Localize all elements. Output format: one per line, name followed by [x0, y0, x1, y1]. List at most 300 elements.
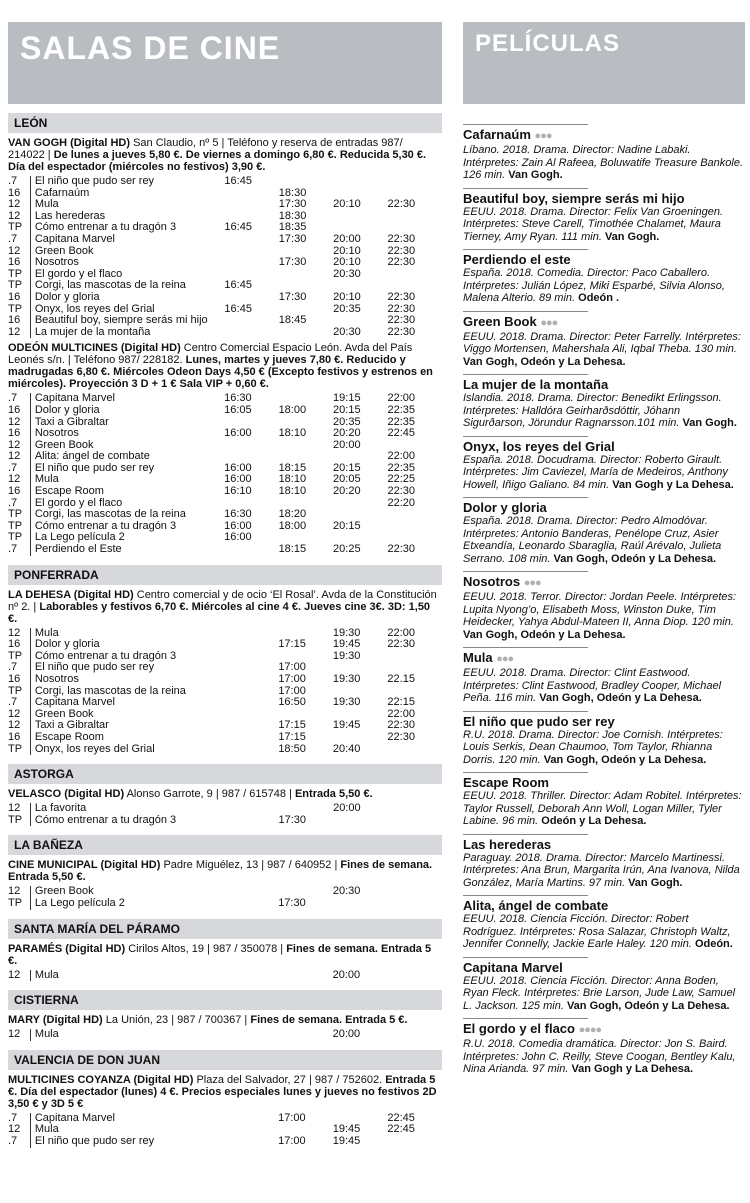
showtime: 22:00 [387, 450, 416, 463]
showtime: 22:30 [387, 325, 416, 338]
film-title: Las herederas [30, 211, 224, 223]
showtime: 16:00 [224, 461, 252, 474]
age-rating: TP [8, 267, 23, 280]
film-title: Nosotros [30, 428, 224, 440]
cinema-info [8, 943, 442, 967]
showtime: 18:15 [278, 461, 307, 474]
film-title: Beautiful boy, siempre serás mi hijo [30, 315, 224, 327]
film-title: Corgi, las mascotas de la reina [30, 280, 224, 292]
cinema-prices: De lunes a jueves 5,80 €. De viernes a domingo 6,80 €. Reducida 5,30 €. Día del espectador (miércoles no festivos) 3,90 €. [8, 149, 427, 173]
movie-cinemas: Odeón . [578, 292, 620, 304]
age-rating: .7 [8, 696, 18, 709]
showtime [224, 686, 278, 698]
film-title: Green Book [30, 886, 223, 898]
cinema-info [8, 137, 442, 173]
cinema-prices: Lunes, martes y jueves 7,80 €. Reducido y madrugadas 6,80 €. Miércoles Odeon Days 4,50 € (Excepto festivos y estrenos en miércoles). Proyección 3 D + 1 € Sala VIP + 0,60 €. [8, 354, 433, 391]
age-rating: 12 [8, 626, 21, 639]
showtime [224, 544, 278, 556]
showtime: 22:20 [387, 496, 416, 509]
cinema-address: San Claudio, nº 5 | Teléfono y reserva de entradas 987/ 214022 | [8, 137, 403, 161]
separator [463, 647, 588, 648]
movie-title: Dolor y gloria [463, 500, 547, 515]
film-title: La Lego película 2 [30, 898, 223, 910]
movie-title-line [463, 500, 745, 515]
age-rating: TP [8, 649, 23, 662]
separator [463, 772, 588, 773]
cinema-info [8, 342, 442, 390]
age-rating: 12 [8, 198, 21, 211]
showtime: 20:40 [332, 742, 361, 755]
showtime [388, 803, 442, 815]
movie-title: Capitana Marvel [463, 959, 563, 975]
age-rating: TP [8, 279, 23, 292]
age-rating: 16 [8, 638, 21, 651]
showtime [224, 327, 278, 339]
showtime [279, 440, 333, 452]
city-heading: ASTORGA [8, 763, 442, 784]
showtime [224, 628, 278, 640]
movie-entry [463, 439, 745, 495]
city-heading: PONFERRADA [8, 564, 442, 585]
film-title: Cómo entrenar a tu dragón 3 [30, 521, 224, 533]
cinema-info [8, 1074, 442, 1110]
movie-entry [463, 775, 745, 831]
showtime: 22:00 [387, 707, 415, 720]
showtime: 20:10 [333, 244, 361, 257]
movie-cinemas: Van Gogh, Odeón y La Dehesa. [463, 355, 626, 368]
showtime: 18:45 [278, 314, 307, 327]
showtime: 17:15 [278, 730, 306, 743]
showtime: 20:10 [333, 256, 361, 269]
movie-entry [463, 314, 745, 372]
age-rating: .7 [8, 461, 18, 474]
showtime: 22:30 [387, 290, 416, 303]
rating-dots: ●●● [534, 130, 552, 142]
peliculas-header: PELÍCULAS [463, 22, 745, 104]
movie-title: Beautiful boy, siempre serás mi hijo [463, 190, 685, 206]
showtime-row [8, 1113, 442, 1125]
age-rating: .7 [8, 232, 18, 245]
showtime-row [8, 188, 442, 200]
showtime [224, 234, 278, 246]
movie-title-line [463, 377, 745, 392]
showtime-row [8, 544, 442, 556]
showtime [388, 211, 442, 223]
film-title: Capitana Marvel [30, 393, 224, 405]
film-title: El niño que pudo ser rey [30, 1136, 224, 1148]
movie-cinemas: Van Gogh, Odeón y La Dehesa. [566, 999, 730, 1012]
city-heading: LEÓN [8, 112, 442, 133]
film-title: Capitana Marvel [30, 234, 224, 246]
movie-description [463, 144, 745, 182]
showtime: 22:45 [387, 1123, 415, 1136]
showtime: 19:45 [332, 1123, 361, 1136]
showtime [224, 199, 278, 211]
movie-details: Líbano. 2018. Drama. Director: Nadine Labaki. Intérpretes: Zain Al Rafeea, Boluwatife Treasure Bankole. 126 min. [463, 144, 744, 181]
showtime [388, 815, 442, 827]
cinema-address: Plaza del Salvador, 27 | 987 / 752602. [196, 1073, 383, 1086]
film-title: Mula [30, 1124, 224, 1136]
film-title: Mula [30, 628, 224, 640]
showtime: 20:15 [333, 519, 361, 532]
cinema-prices: Fines de semana. Entrada 5,50 €. [8, 859, 433, 884]
showtime [224, 440, 278, 452]
showtime: 17:00 [278, 661, 306, 674]
film-title: Corgi, las mascotas de la reina [30, 509, 224, 521]
showtime: 22:30 [387, 485, 416, 498]
rating-dots: ●●●● [578, 1024, 602, 1036]
movie-description [463, 331, 745, 369]
showtime [388, 269, 442, 281]
showtime [224, 246, 278, 258]
film-title: Corgi, las mascotas de la reina [30, 686, 224, 698]
film-title: Cómo entrenar a tu dragón 3 [30, 651, 224, 663]
film-title: Green Book [30, 246, 224, 258]
age-rating: 16 [8, 673, 21, 685]
movie-details: EEUU. 2018. Drama. Director: Peter Farrelly. Intérpretes: Viggo Mortensen, Mahershala Ali, Iqbal Theba. 130 min. [463, 330, 741, 355]
movie-entry [463, 191, 745, 247]
movie-description [463, 206, 745, 244]
movie-cinemas: Van Gogh, Odeón y La Dehesa. [553, 552, 717, 565]
showtime [224, 1113, 278, 1125]
film-title: Cómo entrenar a tu dragón 3 [30, 222, 224, 234]
age-rating: .7 [8, 1111, 18, 1124]
movie-cinemas: Van Gogh. [604, 230, 660, 243]
movie-title: Perdiendo el este [463, 252, 571, 267]
showtime: 16:00 [224, 427, 252, 440]
age-rating: 16 [8, 403, 21, 416]
movie-description [463, 852, 745, 890]
movie-title-line [463, 439, 745, 454]
showtime [333, 211, 387, 223]
age-rating: 16 [8, 730, 21, 743]
showtime [387, 651, 442, 663]
film-title: Cafarnaúm [30, 188, 224, 200]
separator [463, 436, 588, 437]
showtime [224, 1136, 278, 1148]
cinema-name: ODEÓN MULTICINES (Digital HD) [8, 342, 181, 355]
showtime: 16:50 [278, 696, 306, 709]
movie-entry [463, 500, 745, 568]
age-rating: TP [8, 531, 23, 544]
showtimes-table [8, 970, 442, 982]
showtime: 20:00 [333, 232, 361, 245]
age-rating: TP [8, 519, 23, 532]
showtime: 20:35 [333, 415, 361, 428]
showtime-row [8, 803, 442, 815]
showtime: 18:10 [278, 427, 307, 440]
showtime: 18:30 [278, 209, 307, 222]
showtime [224, 803, 278, 815]
separator [463, 571, 588, 572]
movie-title-line [463, 1021, 745, 1038]
showtime: 22:35 [387, 403, 416, 416]
showtime: 16:10 [224, 485, 252, 498]
movie-description [463, 790, 745, 828]
showtime-row [8, 970, 442, 982]
showtime: 17:30 [278, 232, 307, 245]
movie-cinemas: Van Gogh, Odeón y La Dehesa. [543, 753, 707, 766]
movie-entry [463, 960, 745, 1016]
separator [463, 311, 588, 312]
film-title: Escape Room [30, 486, 224, 498]
movie-title-line [463, 898, 745, 913]
showtime: 20:15 [333, 403, 361, 416]
showtime: 16:30 [224, 392, 252, 405]
film-title: Taxi a Gibraltar [30, 720, 224, 732]
age-rating: TP [8, 221, 23, 234]
age-rating: TP [8, 742, 23, 755]
movie-entry [463, 898, 745, 954]
showtime-row [8, 405, 442, 417]
film-title: La Lego película 2 [30, 532, 224, 544]
movie-cinemas: Van Gogh. [682, 417, 737, 429]
film-title: Mula [30, 970, 223, 982]
showtime-row [8, 674, 442, 686]
showtime [224, 1124, 278, 1136]
cinema-name: MULTICINES COYANZA (Digital HD) [8, 1073, 194, 1086]
showtimes-table [8, 803, 442, 826]
age-rating: 12 [8, 802, 21, 815]
showtime: 19:30 [332, 696, 361, 709]
movie-title: Green Book [463, 313, 537, 329]
showtime: 22:45 [387, 1111, 415, 1124]
showtimes-table [8, 886, 442, 909]
age-rating: 12 [8, 885, 21, 898]
showtime: 18:00 [278, 403, 307, 416]
showtime: 22:30 [387, 244, 416, 257]
showtime: 18:15 [278, 543, 307, 556]
showtimes-table [8, 1029, 442, 1041]
showtime-row [8, 486, 442, 498]
showtime: 22.15 [387, 673, 415, 685]
showtime [224, 970, 279, 982]
movie-description [463, 392, 745, 430]
movie-title: Alita, ángel de combate [463, 898, 609, 913]
showtime [333, 815, 388, 827]
showtime: 17:30 [278, 813, 306, 826]
age-rating: .7 [8, 661, 18, 674]
cinema-address: Cirilos Altos, 19 | 987 / 350078 | [128, 942, 284, 955]
showtime: 22:45 [387, 427, 416, 440]
cinema-prices: Fines de semana. Entrada 5 €. [8, 942, 432, 967]
film-title: Dolor y gloria [30, 405, 224, 417]
showtime [387, 744, 442, 756]
movie-entry [463, 252, 745, 308]
movie-description [463, 975, 745, 1013]
age-rating: 16 [8, 256, 21, 269]
showtime: 22:30 [387, 638, 415, 651]
age-rating: 16 [8, 186, 21, 199]
showtime: 19:45 [332, 638, 361, 651]
movie-title-line [463, 775, 745, 790]
showtime: 20:30 [333, 325, 361, 338]
separator [463, 124, 588, 125]
showtime [333, 732, 388, 744]
showtime: 16:45 [224, 279, 252, 292]
film-title: Capitana Marvel [30, 1113, 224, 1125]
showtime [224, 651, 278, 663]
movie-title: Escape Room [463, 775, 549, 790]
cinema-name: CINE MUNICIPAL (Digital HD) [8, 859, 161, 872]
age-rating: 12 [8, 1028, 21, 1041]
cinema-listings-column [8, 22, 442, 1152]
showtime: 20:00 [333, 438, 361, 451]
film-title: La favorita [30, 803, 224, 815]
film-title: El gordo y el flaco [30, 498, 224, 510]
movie-details: R.U. 2018. Comedia dramática. Director: Jon S. Baird. Intérpretes: John C. Reilly, Steve Coogan, Bentley Kalu, Nina Arianda. 97 min. [463, 1038, 736, 1075]
showtime [388, 898, 442, 910]
showtime: 22:00 [387, 392, 416, 405]
showtime: 16:00 [224, 473, 252, 486]
movie-list [463, 124, 745, 1079]
age-rating: 12 [8, 209, 21, 222]
film-title: Capitana Marvel [30, 697, 224, 709]
showtime [279, 327, 333, 339]
showtime: 17:30 [278, 256, 307, 269]
showtime-row [8, 1029, 442, 1041]
age-rating: 12 [8, 415, 21, 428]
showtime [279, 176, 333, 188]
age-rating: .7 [8, 496, 18, 509]
showtime [224, 674, 278, 686]
movie-cinemas: Van Gogh. [508, 169, 563, 181]
movie-details: EEUU. 2018. Terror. Director: Jordan Peele. Intérpretes: Lupita Nyong’o, Elisabeth Moss, Winston Duke, Tim Heidecker, Yahya Abdul-Mateen II, Anna Diop. 120 min. [463, 591, 737, 628]
movie-details: EEUU. 2018. Ciencia Ficción. Director: Anna Boden, Ryan Fleck. Intérpretes: Brie Larson, Jude Law, Samuel L. Jackson. 125 min. [463, 974, 736, 1012]
showtime: 22:35 [387, 415, 416, 428]
separator [463, 834, 588, 835]
showtime: 18:10 [278, 473, 307, 486]
rating-dots: ●●● [523, 577, 541, 589]
showtime [387, 1029, 442, 1041]
showtime: 20:30 [332, 885, 361, 898]
showtime [278, 803, 333, 815]
movie-details: Islandia. 2018. Drama. Director: Benedikt Erlingsson. Intérpretes: Halldóra Geirharðsdóttir, Jóhann Sigurðarson, Jörundur Ragnarsson.101 min. [463, 392, 722, 429]
showtime: 20:25 [333, 543, 361, 556]
film-title: La mujer de la montaña [30, 327, 224, 339]
age-rating: 12 [8, 719, 21, 732]
showtime [224, 662, 278, 674]
separator [463, 188, 588, 189]
showtime: 22:30 [387, 719, 415, 732]
showtime-row [8, 176, 442, 188]
film-title: Mula [30, 1029, 223, 1041]
cinema-prices: Laborables y festivos 6,70 €. Miércoles al cine 4 €. Jueves cine 3€. 3D: 1,50 €. [8, 600, 431, 625]
separator [463, 957, 588, 958]
cinema-address: La Unión, 23 | 987 / 700367 | [105, 1014, 248, 1027]
showtime: 18:50 [278, 742, 306, 755]
movie-title: Cafarnaúm [463, 127, 531, 142]
showtime: 20:35 [333, 302, 361, 315]
showtime: 22:30 [387, 256, 416, 269]
movie-details: España. 2018. Docudrama. Director: Roberto Girault. Intérpretes: Jim Caviezel, María de Medeiros, Anthony Howell, Iñigo Galiano. 84 min. [463, 453, 728, 491]
movie-cinemas: Van Gogh, Odeón y La Dehesa. [463, 628, 626, 641]
movie-title: Las herederas [463, 836, 552, 852]
showtime: 20:00 [332, 968, 361, 981]
movie-title: Mula [463, 650, 493, 665]
showtime: 22:30 [387, 302, 416, 315]
film-title: El niño que pudo ser rey [30, 463, 224, 475]
showtime: 19:45 [332, 719, 361, 732]
movie-cinemas: Van Gogh y La Dehesa. [612, 478, 734, 491]
showtime: 22:30 [387, 232, 416, 245]
movie-details: España. 2018. Drama. Director: Pedro Almodóvar. Intérpretes: Antonio Banderas, Penélope Cruz, Asier Etxeandía, Leonardo Sbaraglia, Raúl Arévalo, Julieta Serrano. 108 min. [463, 515, 722, 565]
showtime: 16:00 [224, 519, 252, 532]
showtime: 17:30 [278, 896, 306, 909]
movie-title-line [463, 191, 745, 206]
showtime: 17:30 [278, 198, 307, 211]
movies-column [463, 22, 745, 1079]
movie-title-line [463, 837, 745, 852]
showtime-row [8, 732, 442, 744]
age-rating: 16 [8, 290, 21, 303]
showtime: 20:10 [333, 290, 361, 303]
showtime [224, 720, 278, 732]
showtime: 20:20 [333, 485, 361, 498]
film-title: Alita: ángel de combate [30, 451, 224, 463]
age-rating: 12 [8, 450, 21, 463]
age-rating: TP [8, 508, 23, 521]
film-title: Escape Room [30, 732, 224, 744]
showtimes-table [8, 628, 442, 756]
cinema-address: Centro Comercial Espacio León. Avda del País Leonés s/n. | Teléfono 987/ 228182. [8, 342, 413, 367]
age-rating: 12 [8, 707, 21, 720]
showtime: 20:00 [333, 802, 361, 815]
separator [463, 497, 588, 498]
cinema-prices: Entrada 5,50 €. [294, 788, 373, 801]
showtime-row [8, 234, 442, 246]
age-rating: TP [8, 813, 23, 826]
cinema-name: MARY (Digital HD) [8, 1014, 103, 1027]
city-heading: VALENCIA DE DON JUAN [8, 1049, 442, 1070]
movie-details: Paraguay. 2018. Drama. Director: Marcelo Martinessi. Intérpretes: Ana Brun, Margarita Irún, Ana Ivanova, Nilda González, María Martins. 97 min. [463, 851, 740, 889]
cinema-name: PARAMÉS (Digital HD) [8, 942, 126, 955]
movie-description [463, 591, 745, 641]
movie-entry [463, 377, 745, 433]
cinema-prices: Entrada 5 €. Día del espectador (lunes) 4 €. Precios especiales lunes y jueves no festivos 2D 3,50 € y 3D 5 € [8, 1073, 437, 1110]
showtime: 18:20 [278, 508, 307, 521]
film-title: Green Book [30, 709, 224, 721]
showtime [333, 176, 387, 188]
movie-title-line [463, 127, 745, 144]
showtime-row [8, 292, 442, 304]
movie-entry [463, 1021, 745, 1079]
movie-title: Nosotros [463, 574, 521, 589]
showtime: 22:30 [387, 543, 416, 556]
showtime: 16:00 [224, 531, 252, 544]
showtime [224, 815, 278, 827]
movie-title-line [463, 960, 745, 975]
showtime [224, 1029, 279, 1041]
showtime [387, 1136, 442, 1148]
age-rating: .7 [8, 392, 18, 405]
movie-cinemas: Odeón y La Dehesa. [541, 815, 647, 827]
showtime: 22:35 [387, 461, 416, 474]
showtime [333, 898, 388, 910]
showtime: 19:30 [332, 626, 361, 639]
age-rating: 16 [8, 427, 21, 440]
showtime [388, 521, 443, 533]
showtime: 22:30 [387, 730, 415, 743]
showtime: 17:00 [278, 1111, 306, 1124]
showtime: 20:30 [333, 267, 361, 280]
movie-entry [463, 837, 745, 893]
cinema-address: Padre Miguélez, 13 | 987 / 640952 | [163, 859, 338, 872]
movie-title: El gordo y el flaco [463, 1021, 575, 1036]
showtime-row [8, 1136, 442, 1148]
showtime-row [8, 257, 442, 269]
film-title: Cómo entrenar a tu dragón 3 [30, 815, 224, 827]
